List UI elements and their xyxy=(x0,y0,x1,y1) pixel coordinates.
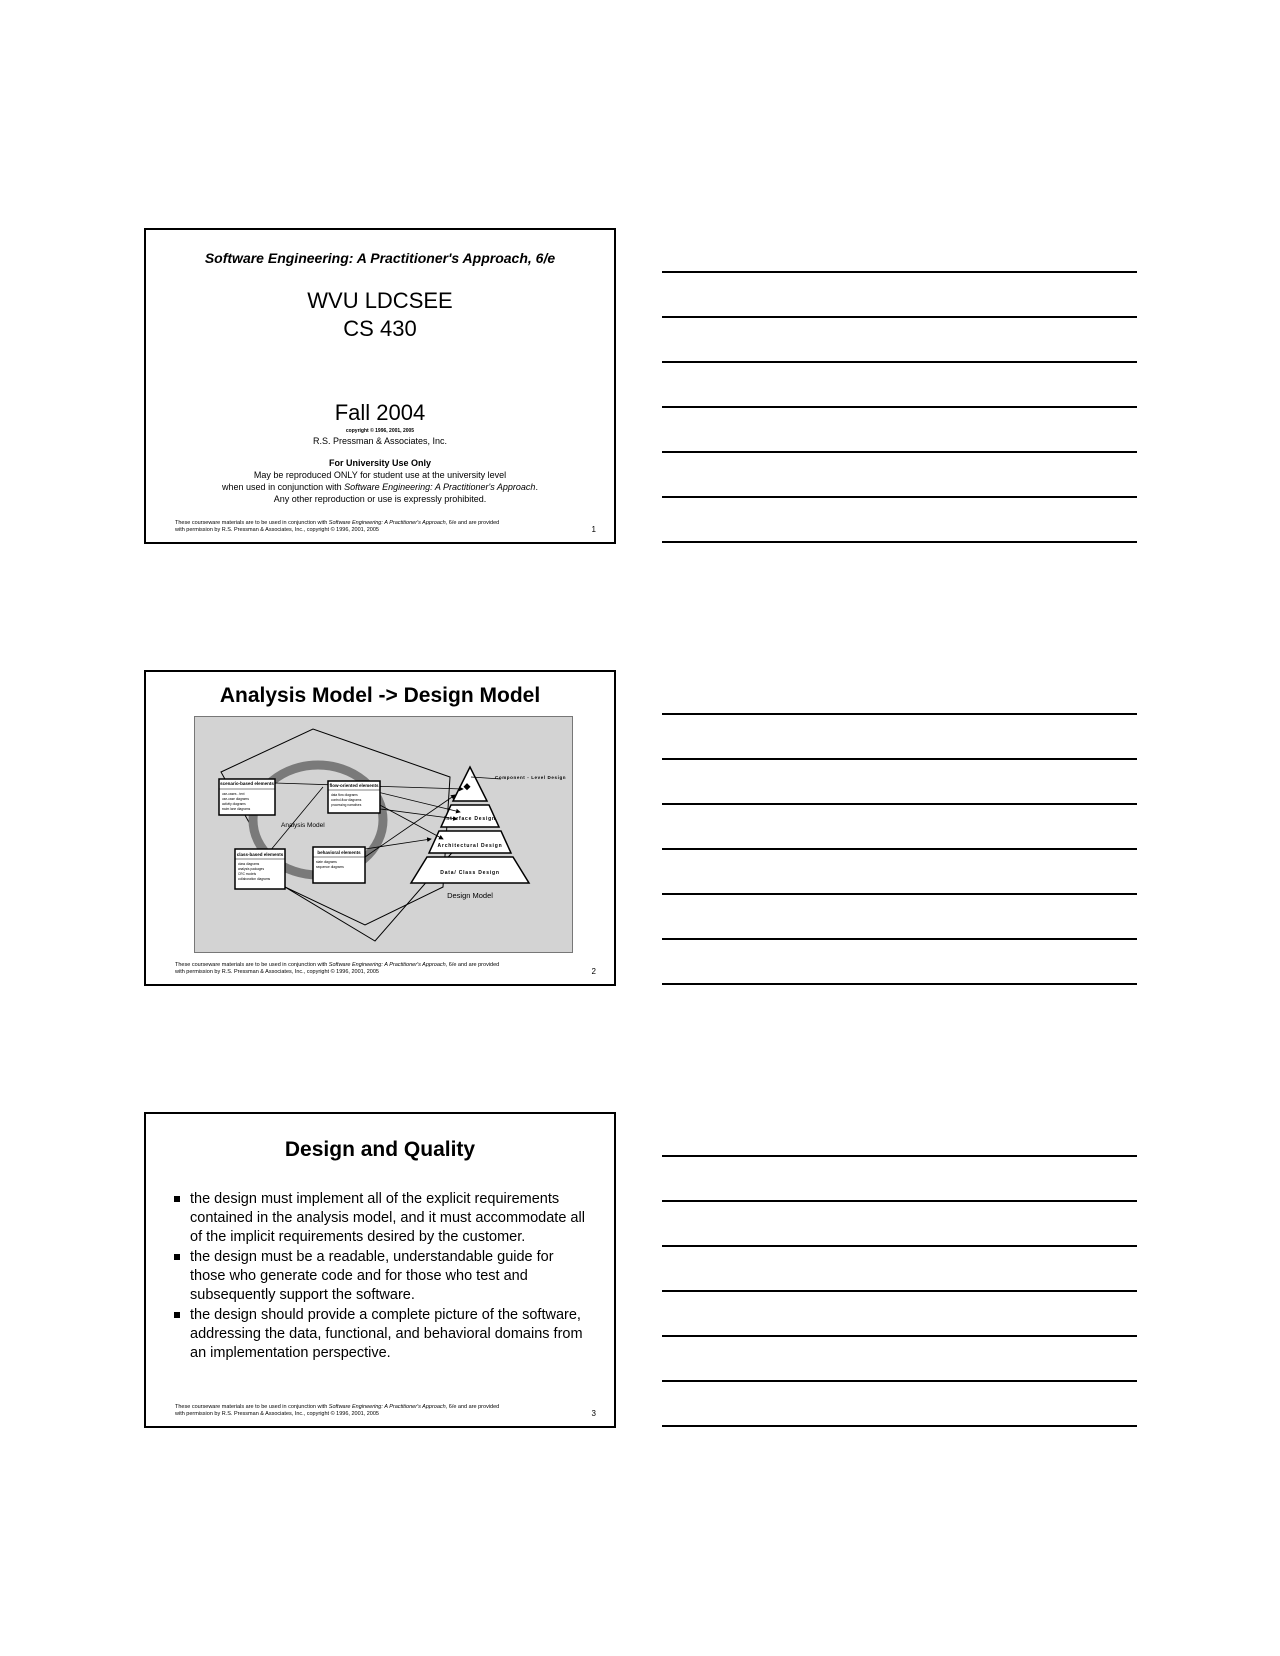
page-number: 2 xyxy=(591,967,596,976)
note-line xyxy=(662,271,1137,273)
pyramid-architectural xyxy=(429,831,511,853)
note-line xyxy=(662,1380,1137,1382)
bullet-square-icon xyxy=(174,1312,180,1318)
pyramid-component xyxy=(453,767,487,801)
note-line xyxy=(662,848,1137,850)
flow-item: processing narratives xyxy=(331,803,362,807)
slide-2 xyxy=(144,670,616,986)
copyright-small: copyright © 1996, 2001, 2005 xyxy=(345,428,415,434)
note-line xyxy=(662,1155,1137,1157)
note-line xyxy=(662,451,1137,453)
component-level-label: Component - Level Design xyxy=(495,775,567,780)
analysis-design-diagram xyxy=(194,716,573,953)
class-item: collaboration diagrams xyxy=(238,877,271,881)
scenario-item: use-case diagrams xyxy=(222,797,249,801)
slide-title: Design and Quality xyxy=(284,1138,476,1161)
slide-footer: These courseware materials are to be used in conjunction with Software Engineering: A Practitioner's Approach, 6/e and are provided with permission by R.S. Pressman & Associates, Inc., copyright © 1996, 2001, 2005 xyxy=(175,962,500,975)
note-line xyxy=(662,406,1137,408)
design-model-label: Design Model xyxy=(447,891,493,900)
usage-heading: For University Use Only xyxy=(328,458,432,468)
class-item: analysis packages xyxy=(238,867,265,871)
scenario-title: scenario-based elements xyxy=(220,781,274,786)
scenario-item: use-cases - text xyxy=(222,792,245,796)
bullet-item: the design must be a readable, understandable guide for those who generate code and for those who test and subsequently support the software. xyxy=(174,1248,589,1305)
behavior-title: behavioral elements xyxy=(317,850,361,855)
slide-3 xyxy=(144,1112,616,1428)
bullet-list xyxy=(174,1190,589,1364)
scenario-item: swim lane diagrams xyxy=(222,807,251,811)
flow-item: control-flow diagrams xyxy=(331,798,362,802)
note-line xyxy=(662,1245,1137,1247)
data-class-label: Data/ Class Design xyxy=(440,870,500,876)
usage-line-3: Any other reproduction or use is expressly prohibited. xyxy=(273,494,487,504)
page-number: 1 xyxy=(591,525,596,534)
course-line-1: WVU LDCSEE xyxy=(307,288,453,313)
note-line xyxy=(662,1335,1137,1337)
page-number: 3 xyxy=(591,1409,596,1418)
usage-line-2: when used in conjunction with Software Engineering: A Practitioner's Approach. xyxy=(222,482,538,492)
term: Fall 2004 xyxy=(334,400,426,425)
interface-label: Interface Design xyxy=(444,816,496,822)
behavior-item: state diagrams xyxy=(316,860,337,864)
behavior-item: sequence diagrams xyxy=(316,865,344,869)
analysis-model-label: Analysis Model xyxy=(281,822,325,829)
bullet-square-icon xyxy=(174,1196,180,1202)
slide-title: Analysis Model -> Design Model xyxy=(219,684,541,707)
note-line xyxy=(662,496,1137,498)
note-line xyxy=(662,713,1137,715)
note-line xyxy=(662,361,1137,363)
bullet-item: the design should provide a complete picture of the software, addressing the data, functional, and behavioral domains from an implementation perspective. xyxy=(174,1306,589,1363)
note-line xyxy=(662,938,1137,940)
class-item: CRC models xyxy=(238,872,257,876)
flow-item: data flow diagrams xyxy=(331,793,358,797)
slide-footer: These courseware materials are to be used in conjunction with Software Engineering: A Practitioner's Approach, 6/e and are provided with permission by R.S. Pressman & Associates, Inc., copyright © 1996, 2001, 2005 xyxy=(175,1404,500,1417)
note-line xyxy=(662,541,1137,543)
architectural-label: Architectural Design xyxy=(437,843,503,849)
slide-1 xyxy=(144,228,616,544)
note-line xyxy=(662,1425,1137,1427)
book-title: Software Engineering: A Practitioner's Approach, 6/e xyxy=(204,250,556,266)
flow-title: flow-oriented elements xyxy=(329,783,379,788)
note-line xyxy=(662,983,1137,985)
note-line xyxy=(662,758,1137,760)
note-line xyxy=(662,1290,1137,1292)
note-line xyxy=(662,1200,1137,1202)
scenario-item: activity diagrams xyxy=(222,802,246,806)
bullet-item: the design must implement all of the explicit requirements contained in the analysis model, and it must accommodate all of the implicit requirements desired by the customer. xyxy=(174,1190,589,1247)
note-line xyxy=(662,893,1137,895)
class-title: class-based elements xyxy=(236,852,284,857)
class-item: class diagrams xyxy=(238,862,260,866)
note-line xyxy=(662,316,1137,318)
publisher: R.S. Pressman & Associates, Inc. xyxy=(312,436,448,446)
usage-line-1: May be reproduced ONLY for student use at the university level xyxy=(253,470,507,480)
bullet-square-icon xyxy=(174,1254,180,1260)
note-line xyxy=(662,803,1137,805)
diagram-svg xyxy=(195,717,572,952)
course-line-2: CS 430 xyxy=(343,316,417,341)
slide-footer: These courseware materials are to be used in conjunction with Software Engineering: A Practitioner's Approach, 6/e and are provided with permission by R.S. Pressman & Associates, Inc., copyright © 1996, 2001, 2005 xyxy=(175,520,500,533)
